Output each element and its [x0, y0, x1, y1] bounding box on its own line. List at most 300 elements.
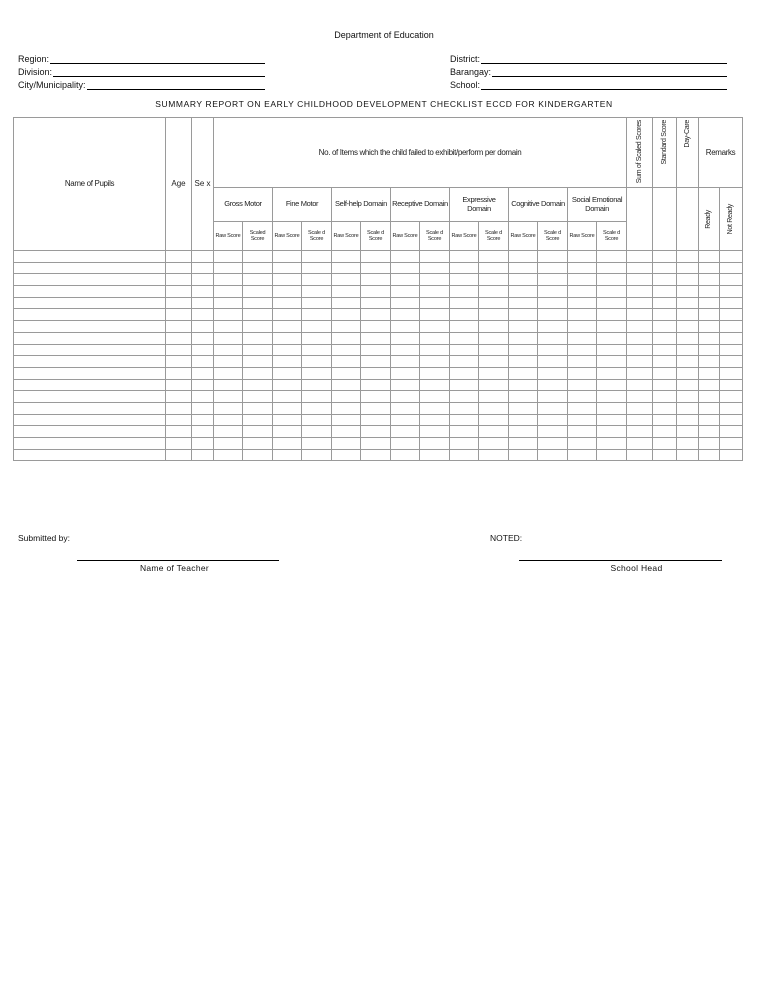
- entry-cell[interactable]: [509, 379, 538, 391]
- entry-cell[interactable]: [509, 402, 538, 414]
- entry-cell[interactable]: [361, 262, 391, 274]
- entry-cell[interactable]: [677, 356, 699, 368]
- entry-cell[interactable]: [653, 402, 677, 414]
- entry-cell[interactable]: [597, 309, 627, 321]
- entry-cell[interactable]: [273, 262, 302, 274]
- entry-cell[interactable]: [243, 426, 273, 438]
- entry-cell[interactable]: [720, 438, 743, 450]
- entry-cell[interactable]: [302, 379, 332, 391]
- entry-cell[interactable]: [568, 286, 597, 298]
- entry-cell[interactable]: [568, 297, 597, 309]
- entry-cell[interactable]: [699, 414, 720, 426]
- entry-cell[interactable]: [214, 438, 243, 450]
- entry-cell[interactable]: [332, 426, 361, 438]
- entry-cell[interactable]: [332, 297, 361, 309]
- entry-cell[interactable]: [214, 356, 243, 368]
- district-field[interactable]: [450, 52, 727, 64]
- entry-cell[interactable]: [332, 414, 361, 426]
- entry-cell[interactable]: [361, 344, 391, 356]
- entry-cell[interactable]: [192, 449, 214, 461]
- entry-cell[interactable]: [166, 414, 192, 426]
- entry-cell[interactable]: [538, 332, 568, 344]
- entry-cell[interactable]: [627, 391, 653, 403]
- entry-cell[interactable]: [479, 414, 509, 426]
- entry-cell[interactable]: [479, 438, 509, 450]
- entry-cell[interactable]: [214, 274, 243, 286]
- entry-cell[interactable]: [699, 391, 720, 403]
- entry-cell[interactable]: [597, 414, 627, 426]
- entry-cell[interactable]: [677, 344, 699, 356]
- entry-cell[interactable]: [361, 286, 391, 298]
- entry-cell[interactable]: [653, 344, 677, 356]
- entry-cell[interactable]: [699, 262, 720, 274]
- entry-cell[interactable]: [627, 367, 653, 379]
- entry-cell[interactable]: [420, 426, 450, 438]
- entry-cell[interactable]: [720, 449, 743, 461]
- entry-cell[interactable]: [214, 391, 243, 403]
- entry-cell[interactable]: [166, 262, 192, 274]
- entry-cell[interactable]: [391, 321, 420, 333]
- entry-cell[interactable]: [332, 344, 361, 356]
- entry-cell[interactable]: [420, 262, 450, 274]
- entry-cell[interactable]: [332, 438, 361, 450]
- entry-cell[interactable]: [243, 344, 273, 356]
- school-head-signature-line[interactable]: [519, 560, 722, 561]
- entry-cell[interactable]: [450, 426, 479, 438]
- entry-cell[interactable]: [420, 274, 450, 286]
- entry-cell[interactable]: [597, 391, 627, 403]
- entry-cell[interactable]: [653, 426, 677, 438]
- entry-cell[interactable]: [597, 286, 627, 298]
- entry-cell[interactable]: [192, 426, 214, 438]
- entry-cell[interactable]: [273, 414, 302, 426]
- entry-cell[interactable]: [332, 402, 361, 414]
- entry-cell[interactable]: [192, 309, 214, 321]
- entry-cell[interactable]: [538, 367, 568, 379]
- entry-cell[interactable]: [479, 274, 509, 286]
- entry-cell[interactable]: [538, 391, 568, 403]
- entry-cell[interactable]: [332, 367, 361, 379]
- entry-cell[interactable]: [699, 309, 720, 321]
- entry-cell[interactable]: [332, 449, 361, 461]
- entry-cell[interactable]: [509, 251, 538, 263]
- entry-cell[interactable]: [699, 332, 720, 344]
- entry-cell[interactable]: [391, 286, 420, 298]
- entry-cell[interactable]: [332, 286, 361, 298]
- entry-cell[interactable]: [720, 402, 743, 414]
- entry-cell[interactable]: [597, 332, 627, 344]
- pupil-name-cell[interactable]: [14, 321, 166, 333]
- entry-cell[interactable]: [361, 367, 391, 379]
- entry-cell[interactable]: [192, 391, 214, 403]
- entry-cell[interactable]: [720, 321, 743, 333]
- entry-cell[interactable]: [243, 449, 273, 461]
- entry-cell[interactable]: [391, 379, 420, 391]
- entry-cell[interactable]: [192, 438, 214, 450]
- entry-cell[interactable]: [420, 332, 450, 344]
- entry-cell[interactable]: [391, 438, 420, 450]
- entry-cell[interactable]: [509, 391, 538, 403]
- entry-cell[interactable]: [627, 356, 653, 368]
- entry-cell[interactable]: [720, 262, 743, 274]
- entry-cell[interactable]: [677, 321, 699, 333]
- entry-cell[interactable]: [568, 356, 597, 368]
- entry-cell[interactable]: [166, 274, 192, 286]
- entry-cell[interactable]: [214, 379, 243, 391]
- entry-cell[interactable]: [538, 309, 568, 321]
- pupil-name-cell[interactable]: [14, 426, 166, 438]
- entry-cell[interactable]: [166, 309, 192, 321]
- entry-cell[interactable]: [538, 274, 568, 286]
- entry-cell[interactable]: [450, 438, 479, 450]
- entry-cell[interactable]: [653, 274, 677, 286]
- entry-cell[interactable]: [699, 344, 720, 356]
- entry-cell[interactable]: [568, 426, 597, 438]
- entry-cell[interactable]: [538, 379, 568, 391]
- entry-cell[interactable]: [699, 251, 720, 263]
- entry-cell[interactable]: [302, 344, 332, 356]
- entry-cell[interactable]: [538, 344, 568, 356]
- entry-cell[interactable]: [627, 414, 653, 426]
- entry-cell[interactable]: [302, 426, 332, 438]
- entry-cell[interactable]: [597, 297, 627, 309]
- entry-cell[interactable]: [627, 309, 653, 321]
- entry-cell[interactable]: [677, 438, 699, 450]
- entry-cell[interactable]: [420, 321, 450, 333]
- entry-cell[interactable]: [214, 344, 243, 356]
- entry-cell[interactable]: [720, 344, 743, 356]
- entry-cell[interactable]: [391, 332, 420, 344]
- entry-cell[interactable]: [479, 251, 509, 263]
- entry-cell[interactable]: [479, 367, 509, 379]
- entry-cell[interactable]: [214, 332, 243, 344]
- entry-cell[interactable]: [720, 251, 743, 263]
- entry-cell[interactable]: [627, 438, 653, 450]
- entry-cell[interactable]: [273, 402, 302, 414]
- entry-cell[interactable]: [677, 274, 699, 286]
- entry-cell[interactable]: [509, 356, 538, 368]
- entry-cell[interactable]: [677, 402, 699, 414]
- entry-cell[interactable]: [450, 332, 479, 344]
- entry-cell[interactable]: [479, 391, 509, 403]
- entry-cell[interactable]: [192, 286, 214, 298]
- entry-cell[interactable]: [720, 356, 743, 368]
- entry-cell[interactable]: [720, 391, 743, 403]
- entry-cell[interactable]: [538, 426, 568, 438]
- entry-cell[interactable]: [273, 449, 302, 461]
- entry-cell[interactable]: [627, 286, 653, 298]
- entry-cell[interactable]: [214, 286, 243, 298]
- entry-cell[interactable]: [450, 344, 479, 356]
- entry-cell[interactable]: [273, 309, 302, 321]
- entry-cell[interactable]: [420, 414, 450, 426]
- entry-cell[interactable]: [361, 297, 391, 309]
- entry-cell[interactable]: [273, 391, 302, 403]
- entry-cell[interactable]: [243, 251, 273, 263]
- entry-cell[interactable]: [361, 414, 391, 426]
- entry-cell[interactable]: [509, 297, 538, 309]
- entry-cell[interactable]: [391, 309, 420, 321]
- entry-cell[interactable]: [243, 379, 273, 391]
- entry-cell[interactable]: [302, 297, 332, 309]
- entry-cell[interactable]: [653, 391, 677, 403]
- entry-cell[interactable]: [302, 332, 332, 344]
- entry-cell[interactable]: [699, 449, 720, 461]
- entry-cell[interactable]: [192, 344, 214, 356]
- entry-cell[interactable]: [243, 297, 273, 309]
- entry-cell[interactable]: [361, 426, 391, 438]
- entry-cell[interactable]: [391, 449, 420, 461]
- division-field[interactable]: [18, 65, 265, 77]
- entry-cell[interactable]: [420, 297, 450, 309]
- entry-cell[interactable]: [273, 274, 302, 286]
- entry-cell[interactable]: [420, 286, 450, 298]
- entry-cell[interactable]: [509, 274, 538, 286]
- entry-cell[interactable]: [568, 449, 597, 461]
- entry-cell[interactable]: [166, 379, 192, 391]
- entry-cell[interactable]: [568, 438, 597, 450]
- entry-cell[interactable]: [243, 402, 273, 414]
- entry-cell[interactable]: [166, 438, 192, 450]
- entry-cell[interactable]: [538, 438, 568, 450]
- entry-cell[interactable]: [677, 297, 699, 309]
- entry-cell[interactable]: [720, 367, 743, 379]
- entry-cell[interactable]: [420, 379, 450, 391]
- entry-cell[interactable]: [302, 321, 332, 333]
- entry-cell[interactable]: [192, 379, 214, 391]
- entry-cell[interactable]: [479, 356, 509, 368]
- entry-cell[interactable]: [509, 367, 538, 379]
- entry-cell[interactable]: [677, 414, 699, 426]
- entry-cell[interactable]: [450, 402, 479, 414]
- entry-cell[interactable]: [538, 262, 568, 274]
- entry-cell[interactable]: [509, 286, 538, 298]
- entry-cell[interactable]: [677, 332, 699, 344]
- entry-cell[interactable]: [479, 297, 509, 309]
- entry-cell[interactable]: [420, 402, 450, 414]
- entry-cell[interactable]: [192, 321, 214, 333]
- entry-cell[interactable]: [538, 251, 568, 263]
- entry-cell[interactable]: [653, 286, 677, 298]
- entry-cell[interactable]: [597, 438, 627, 450]
- entry-cell[interactable]: [302, 438, 332, 450]
- entry-cell[interactable]: [192, 251, 214, 263]
- entry-cell[interactable]: [509, 426, 538, 438]
- entry-cell[interactable]: [420, 251, 450, 263]
- entry-cell[interactable]: [243, 321, 273, 333]
- entry-cell[interactable]: [677, 426, 699, 438]
- entry-cell[interactable]: [243, 414, 273, 426]
- entry-cell[interactable]: [538, 449, 568, 461]
- entry-cell[interactable]: [699, 438, 720, 450]
- entry-cell[interactable]: [699, 286, 720, 298]
- entry-cell[interactable]: [653, 379, 677, 391]
- entry-cell[interactable]: [699, 426, 720, 438]
- entry-cell[interactable]: [361, 274, 391, 286]
- entry-cell[interactable]: [509, 414, 538, 426]
- pupil-name-cell[interactable]: [14, 262, 166, 274]
- entry-cell[interactable]: [509, 309, 538, 321]
- entry-cell[interactable]: [243, 391, 273, 403]
- entry-cell[interactable]: [332, 356, 361, 368]
- entry-cell[interactable]: [568, 332, 597, 344]
- pupil-name-cell[interactable]: [14, 367, 166, 379]
- entry-cell[interactable]: [166, 286, 192, 298]
- entry-cell[interactable]: [192, 367, 214, 379]
- entry-cell[interactable]: [302, 286, 332, 298]
- entry-cell[interactable]: [720, 426, 743, 438]
- entry-cell[interactable]: [509, 321, 538, 333]
- entry-cell[interactable]: [243, 286, 273, 298]
- entry-cell[interactable]: [568, 414, 597, 426]
- entry-cell[interactable]: [166, 402, 192, 414]
- entry-cell[interactable]: [450, 391, 479, 403]
- entry-cell[interactable]: [192, 332, 214, 344]
- entry-cell[interactable]: [627, 297, 653, 309]
- entry-cell[interactable]: [653, 367, 677, 379]
- entry-cell[interactable]: [166, 344, 192, 356]
- entry-cell[interactable]: [653, 309, 677, 321]
- entry-cell[interactable]: [653, 262, 677, 274]
- entry-cell[interactable]: [597, 379, 627, 391]
- entry-cell[interactable]: [420, 449, 450, 461]
- entry-cell[interactable]: [720, 286, 743, 298]
- pupil-name-cell[interactable]: [14, 356, 166, 368]
- entry-cell[interactable]: [302, 356, 332, 368]
- entry-cell[interactable]: [273, 286, 302, 298]
- entry-cell[interactable]: [391, 367, 420, 379]
- entry-cell[interactable]: [627, 262, 653, 274]
- entry-cell[interactable]: [479, 402, 509, 414]
- entry-cell[interactable]: [302, 449, 332, 461]
- entry-cell[interactable]: [273, 367, 302, 379]
- entry-cell[interactable]: [479, 426, 509, 438]
- entry-cell[interactable]: [597, 262, 627, 274]
- entry-cell[interactable]: [677, 286, 699, 298]
- entry-cell[interactable]: [699, 297, 720, 309]
- entry-cell[interactable]: [273, 379, 302, 391]
- entry-cell[interactable]: [627, 449, 653, 461]
- entry-cell[interactable]: [391, 356, 420, 368]
- entry-cell[interactable]: [597, 344, 627, 356]
- entry-cell[interactable]: [509, 449, 538, 461]
- pupil-name-cell[interactable]: [14, 344, 166, 356]
- entry-cell[interactable]: [273, 321, 302, 333]
- entry-cell[interactable]: [166, 426, 192, 438]
- entry-cell[interactable]: [166, 251, 192, 263]
- entry-cell[interactable]: [166, 297, 192, 309]
- entry-cell[interactable]: [720, 274, 743, 286]
- region-field[interactable]: [18, 52, 265, 64]
- entry-cell[interactable]: [677, 391, 699, 403]
- entry-cell[interactable]: [450, 414, 479, 426]
- entry-cell[interactable]: [653, 438, 677, 450]
- entry-cell[interactable]: [627, 344, 653, 356]
- entry-cell[interactable]: [192, 274, 214, 286]
- entry-cell[interactable]: [538, 321, 568, 333]
- entry-cell[interactable]: [450, 286, 479, 298]
- pupil-name-cell[interactable]: [14, 438, 166, 450]
- entry-cell[interactable]: [653, 251, 677, 263]
- entry-cell[interactable]: [361, 402, 391, 414]
- entry-cell[interactable]: [361, 321, 391, 333]
- entry-cell[interactable]: [597, 402, 627, 414]
- entry-cell[interactable]: [450, 262, 479, 274]
- entry-cell[interactable]: [597, 367, 627, 379]
- entry-cell[interactable]: [166, 332, 192, 344]
- entry-cell[interactable]: [699, 367, 720, 379]
- barangay-field[interactable]: [450, 65, 727, 77]
- entry-cell[interactable]: [699, 379, 720, 391]
- entry-cell[interactable]: [597, 449, 627, 461]
- entry-cell[interactable]: [243, 438, 273, 450]
- entry-cell[interactable]: [391, 391, 420, 403]
- entry-cell[interactable]: [720, 414, 743, 426]
- entry-cell[interactable]: [361, 356, 391, 368]
- entry-cell[interactable]: [720, 297, 743, 309]
- entry-cell[interactable]: [677, 309, 699, 321]
- entry-cell[interactable]: [699, 274, 720, 286]
- entry-cell[interactable]: [597, 356, 627, 368]
- entry-cell[interactable]: [332, 391, 361, 403]
- entry-cell[interactable]: [568, 402, 597, 414]
- entry-cell[interactable]: [420, 344, 450, 356]
- entry-cell[interactable]: [479, 262, 509, 274]
- pupil-name-cell[interactable]: [14, 379, 166, 391]
- entry-cell[interactable]: [653, 332, 677, 344]
- pupil-name-cell[interactable]: [14, 332, 166, 344]
- entry-cell[interactable]: [677, 449, 699, 461]
- entry-cell[interactable]: [597, 426, 627, 438]
- entry-cell[interactable]: [192, 414, 214, 426]
- school-field[interactable]: [450, 78, 727, 90]
- entry-cell[interactable]: [361, 251, 391, 263]
- entry-cell[interactable]: [243, 332, 273, 344]
- entry-cell[interactable]: [479, 309, 509, 321]
- pupil-name-cell[interactable]: [14, 274, 166, 286]
- entry-cell[interactable]: [420, 367, 450, 379]
- entry-cell[interactable]: [653, 414, 677, 426]
- entry-cell[interactable]: [450, 251, 479, 263]
- entry-cell[interactable]: [391, 414, 420, 426]
- entry-cell[interactable]: [597, 321, 627, 333]
- entry-cell[interactable]: [273, 356, 302, 368]
- entry-cell[interactable]: [166, 367, 192, 379]
- entry-cell[interactable]: [332, 379, 361, 391]
- entry-cell[interactable]: [302, 391, 332, 403]
- entry-cell[interactable]: [450, 274, 479, 286]
- entry-cell[interactable]: [450, 309, 479, 321]
- entry-cell[interactable]: [302, 274, 332, 286]
- entry-cell[interactable]: [450, 379, 479, 391]
- entry-cell[interactable]: [627, 426, 653, 438]
- entry-cell[interactable]: [597, 274, 627, 286]
- entry-cell[interactable]: [192, 356, 214, 368]
- pupil-name-cell[interactable]: [14, 391, 166, 403]
- entry-cell[interactable]: [420, 391, 450, 403]
- entry-cell[interactable]: [391, 274, 420, 286]
- entry-cell[interactable]: [627, 274, 653, 286]
- entry-cell[interactable]: [302, 402, 332, 414]
- entry-cell[interactable]: [720, 332, 743, 344]
- entry-cell[interactable]: [479, 332, 509, 344]
- entry-cell[interactable]: [214, 297, 243, 309]
- entry-cell[interactable]: [361, 332, 391, 344]
- entry-cell[interactable]: [479, 449, 509, 461]
- entry-cell[interactable]: [479, 379, 509, 391]
- entry-cell[interactable]: [166, 449, 192, 461]
- entry-cell[interactable]: [699, 402, 720, 414]
